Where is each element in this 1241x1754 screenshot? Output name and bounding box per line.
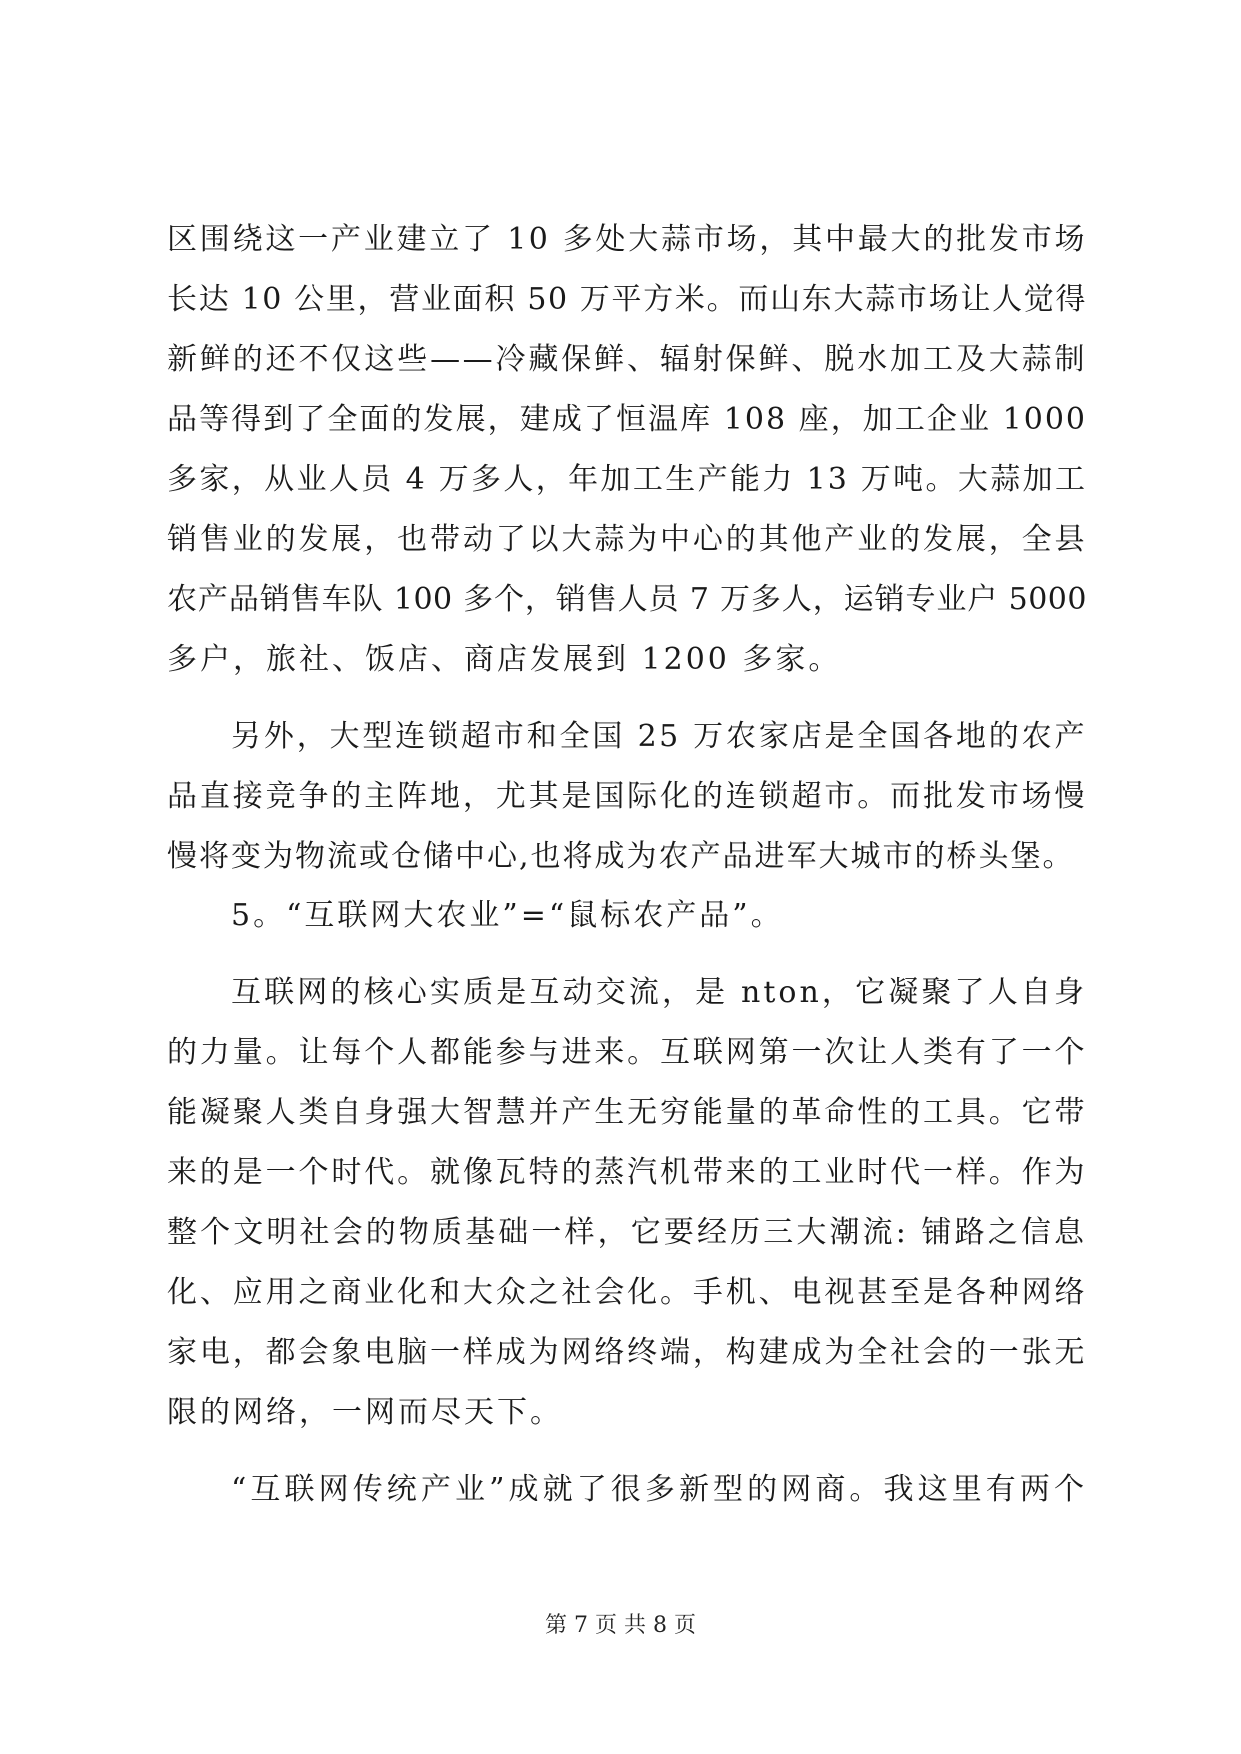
- text-line: 化、应用之商业化和大众之社会化。手机、电视甚至是各种网络: [167, 1275, 1087, 1310]
- text-line: 家电，都会象电脑一样成为网络终端，构建成为全社会的一张无: [167, 1335, 1087, 1370]
- text-line: 限的网络，一网而尽天下。: [167, 1395, 563, 1430]
- text-line: 销售业的发展，也带动了以大蒜为中心的其他产业的发展，全县: [167, 522, 1087, 557]
- paragraph-first-line: 另外，大型连锁超市和全国 25 万农家店是全国各地的农产: [231, 719, 1087, 754]
- text-line: 的力量。让每个人都能参与进来。互联网第一次让人类有了一个: [167, 1035, 1087, 1070]
- page-footer: 第 7 页 共 8 页: [545, 1613, 696, 1638]
- text-line: 品等得到了全面的发展，建成了恒温库 108 座，加工企业 1000: [167, 402, 1087, 437]
- text-line: 多家，从业人员 4 万多人，年加工生产能力 13 万吨。大蒜加工: [167, 462, 1087, 497]
- text-line: 来的是一个时代。就像瓦特的蒸汽机带来的工业时代一样。作为: [167, 1155, 1087, 1190]
- text-line: 长达 10 公里，营业面积 50 万平方米。而山东大蒜市场让人觉得: [167, 282, 1087, 317]
- text-line: 品直接竞争的主阵地，尤其是国际化的连锁超市。而批发市场慢: [167, 779, 1087, 814]
- text-line: 能凝聚人类自身强大智慧并产生无穷能量的革命性的工具。它带: [167, 1095, 1087, 1130]
- text-line: 新鲜的还不仅这些——冷藏保鲜、辐射保鲜、脱水加工及大蒜制: [167, 342, 1087, 377]
- text-line: 整个文明社会的物质基础一样，它要经历三大潮流: 铺路之信息: [167, 1215, 1087, 1250]
- paragraph-first-line: “互联网传统产业”成就了很多新型的网商。我这里有两个: [231, 1472, 1087, 1507]
- paragraph-first-line: 互联网的核心实质是互动交流，是 nton，它凝聚了人自身: [231, 975, 1087, 1010]
- section-heading: 5。“互联网大农业”=“鼠标农产品”。: [231, 898, 784, 933]
- text-line: 农产品销售车队 100 多个，销售人员 7 万多人，运销专业户 5000: [167, 582, 1087, 617]
- text-line: 多户，旅社、饭店、商店发展到 1200 多家。: [167, 642, 842, 677]
- text-line: 慢将变为物流或仓储中心,也将成为农产品进军大城市的桥头堡。: [167, 839, 1075, 874]
- text-line: 区围绕这一产业建立了 10 多处大蒜市场，其中最大的批发市场: [167, 222, 1087, 257]
